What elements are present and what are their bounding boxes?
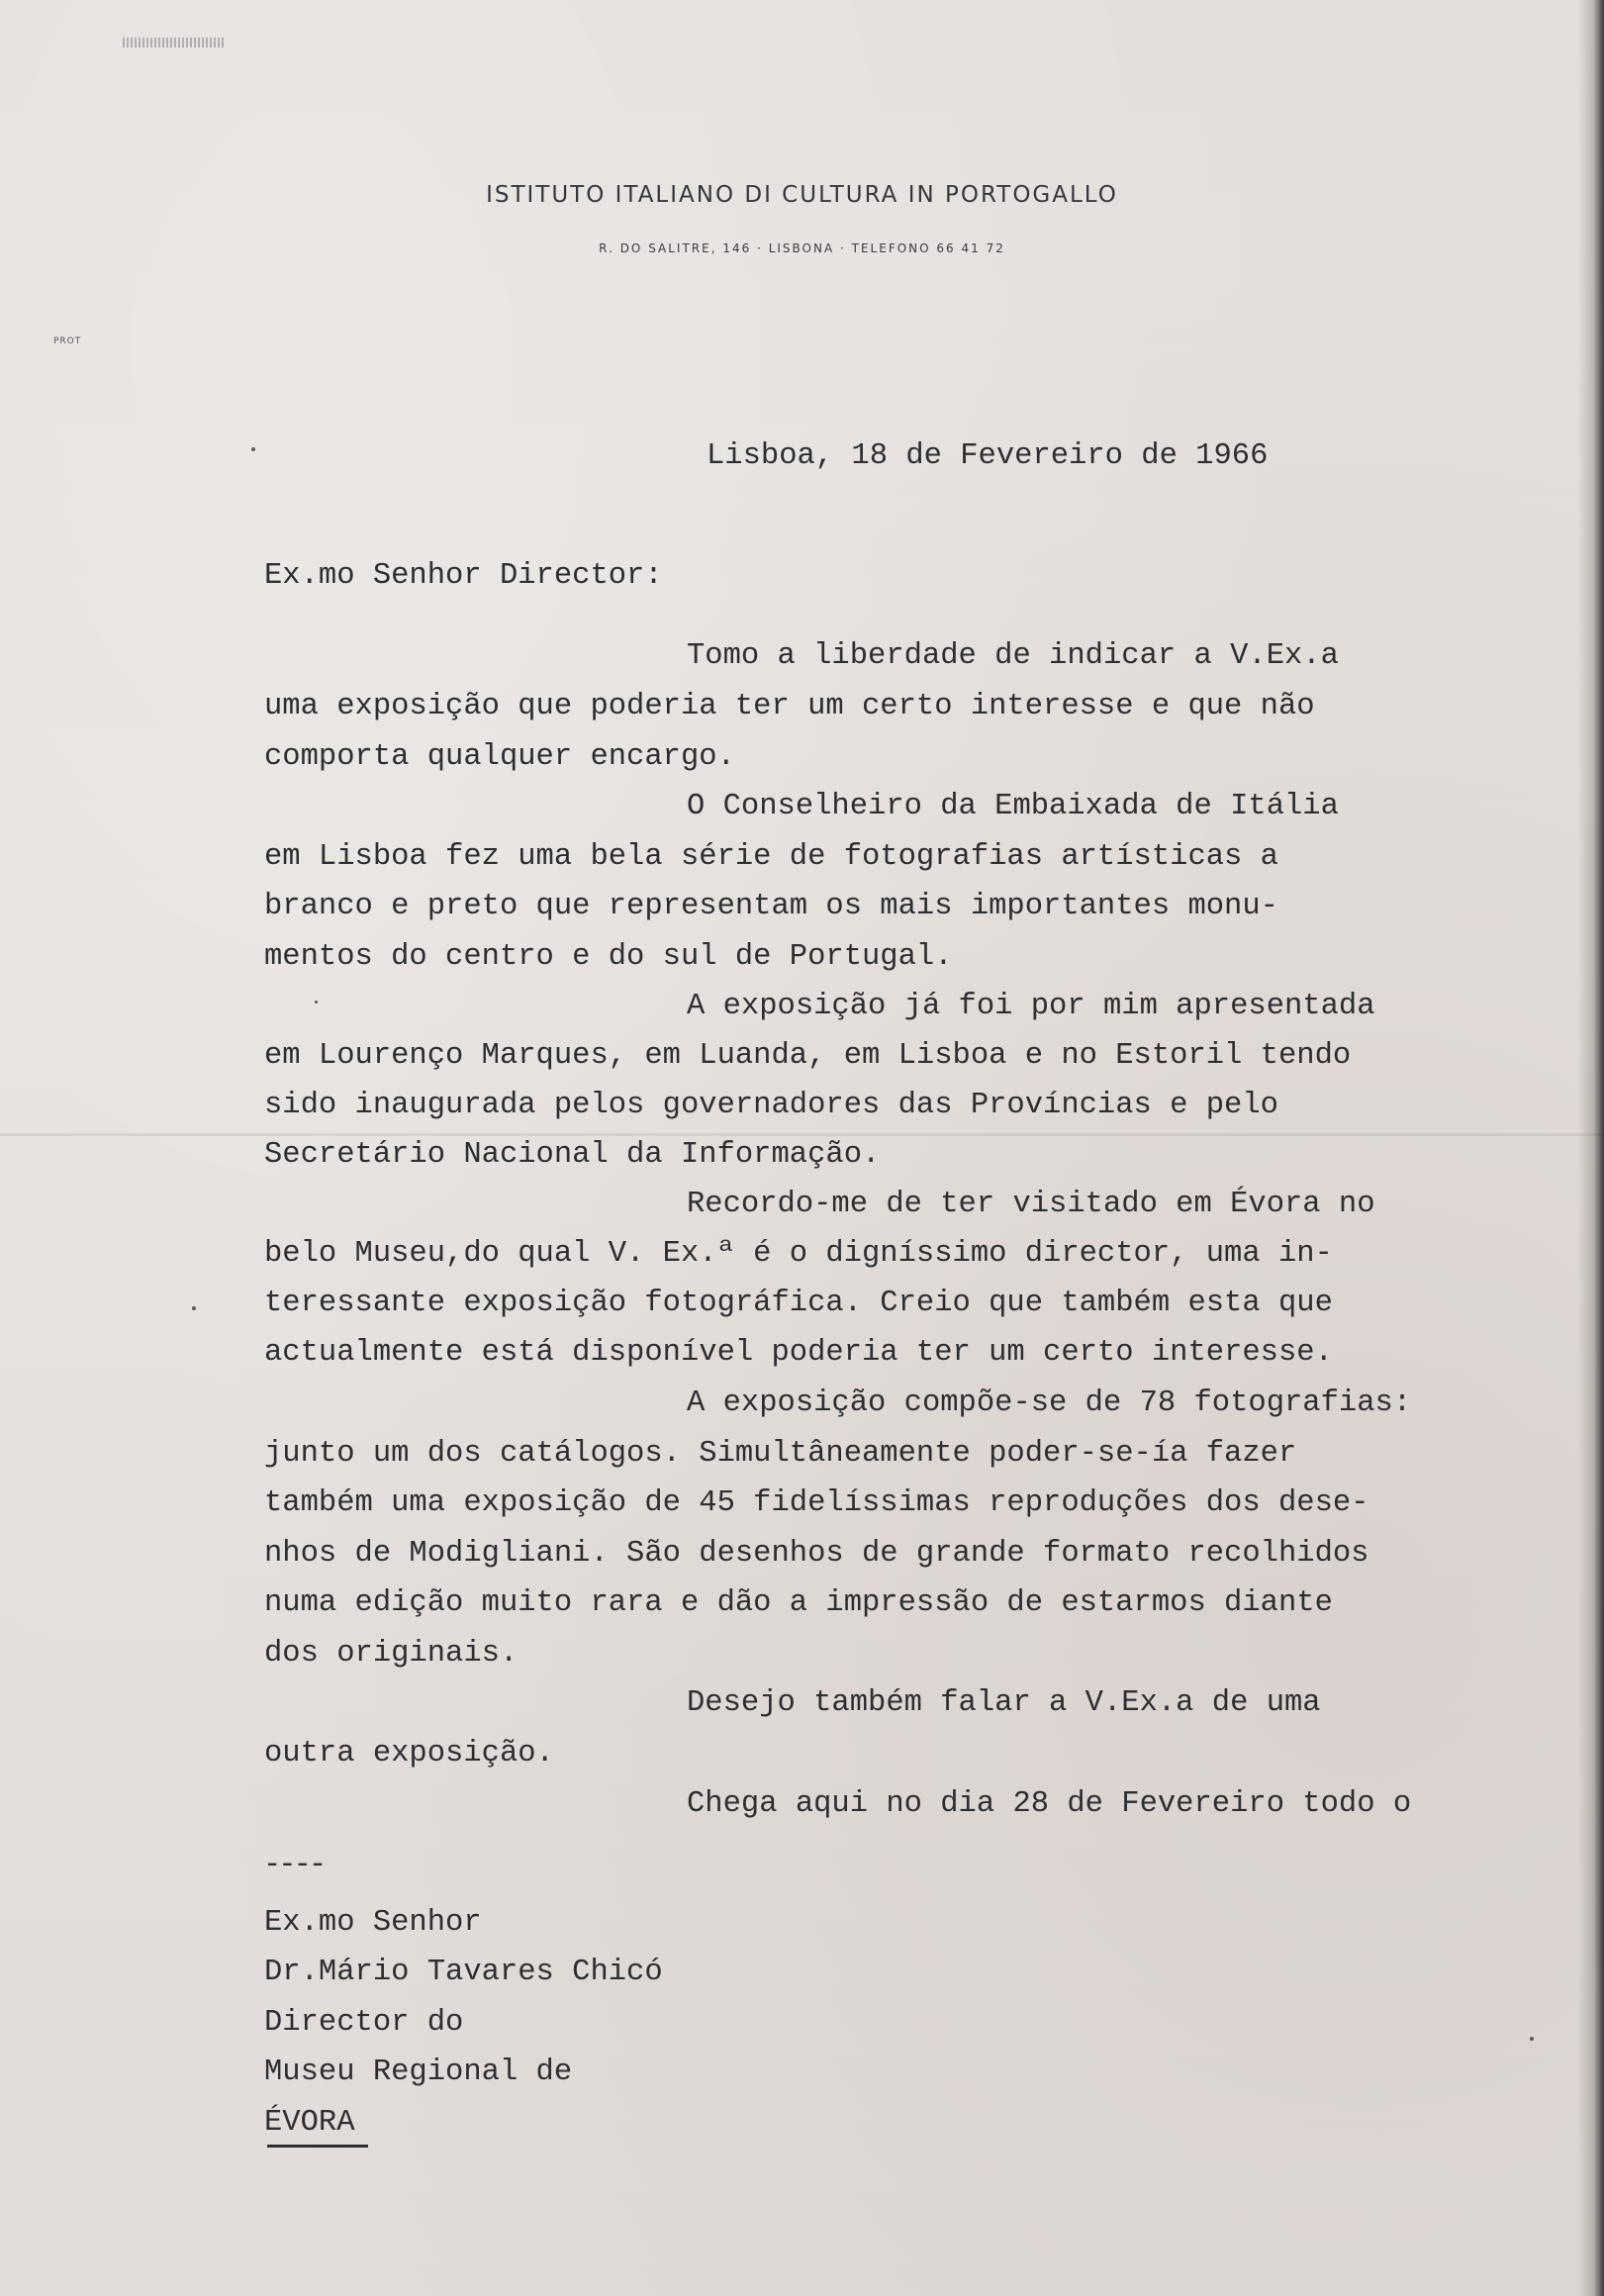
letter-salutation: Ex.mo Senhor Director: [264,559,663,593]
body-line: Desejo também falar a V.Ex.a de uma [687,1686,1321,1720]
recipient-city: ÉVORA [264,2106,355,2140]
paper-speck [192,1306,196,1310]
recipient-line: Dr.Mário Tavares Chicó [264,1956,663,1989]
letterhead-institution: ISTITUTO ITALIANO DI CULTURA IN PORTOGALLO [486,182,1118,208]
recipient-line: Director do [264,2006,464,2040]
body-line: Secretário Nacional da Informação. [264,1138,881,1172]
body-line: O Conselheiro da Embaixada de Itália [687,790,1339,823]
recipient-line: Museu Regional de [264,2056,573,2089]
recipient-line: Ex.mo Senhor [264,1906,482,1940]
body-line: sido inaugurada pelos governadores das Províncias e pelo [264,1089,1278,1122]
body-line: numa edição muito rara e dão a impressão de estarmos diante [264,1586,1333,1620]
body-line: belo Museu,do qual V. Ex.ª é o digníssimo director, uma in- [264,1237,1333,1271]
body-line: A exposição já foi por mim apresentada [687,990,1375,1023]
body-line: Chega aqui no dia 28 de Fevereiro todo o [687,1787,1412,1821]
archive-stamp-mark [123,38,226,48]
paper-speck [315,1001,318,1004]
body-line: nhos de Modigliani. São desenhos de grande formato recolhidos [264,1537,1369,1571]
body-line: em Lourenço Marques, em Luanda, em Lisboa e no Estoril tendo [264,1039,1352,1073]
paper-speck [1530,2037,1534,2041]
body-line: Recordo-me de ter visitado em Évora no [687,1188,1375,1221]
letter-date: Lisboa, 18 de Fevereiro de 1966 [707,439,1269,473]
body-line: comporta qualquer encargo. [264,740,735,774]
body-line: mentos do centro e do sul de Portugal. [264,940,953,974]
paper-fold [0,1133,1604,1136]
body-line: A exposição compõe-se de 78 fotografias: [687,1387,1412,1420]
recipient-city-underline [267,2145,368,2148]
paper-speck [251,447,255,451]
body-line: junto um dos catálogos. Simultâneamente poder-se-ía fazer [264,1437,1297,1471]
body-line: Tomo a liberdade de indicar a V.Ex.a [687,639,1339,673]
body-line: em Lisboa fez uma bela série de fotografias artísticas a [264,840,1278,874]
body-line: uma exposição que poderia ter um certo interesse e que não [264,690,1315,723]
prot-label: PROT [53,336,82,346]
body-line: actualmente está disponível poderia ter um certo interesse. [264,1336,1333,1370]
body-line: branco e preto que representam os mais importantes monu- [264,890,1278,923]
letterhead-address: R. DO SALITRE, 146 · LISBONA · TELEFONO 66 41 72 [599,241,1005,255]
body-line: também uma exposição de 45 fidelíssimas reproduções dos dese- [264,1486,1369,1520]
body-line: teressante exposição fotográfica. Creio que também esta que [264,1287,1333,1320]
signature-separator: ---- [263,1849,325,1882]
body-line: outra exposição. [264,1737,554,1770]
paper-edge-shadow [1578,0,1604,2296]
body-line: dos originais. [264,1637,519,1671]
